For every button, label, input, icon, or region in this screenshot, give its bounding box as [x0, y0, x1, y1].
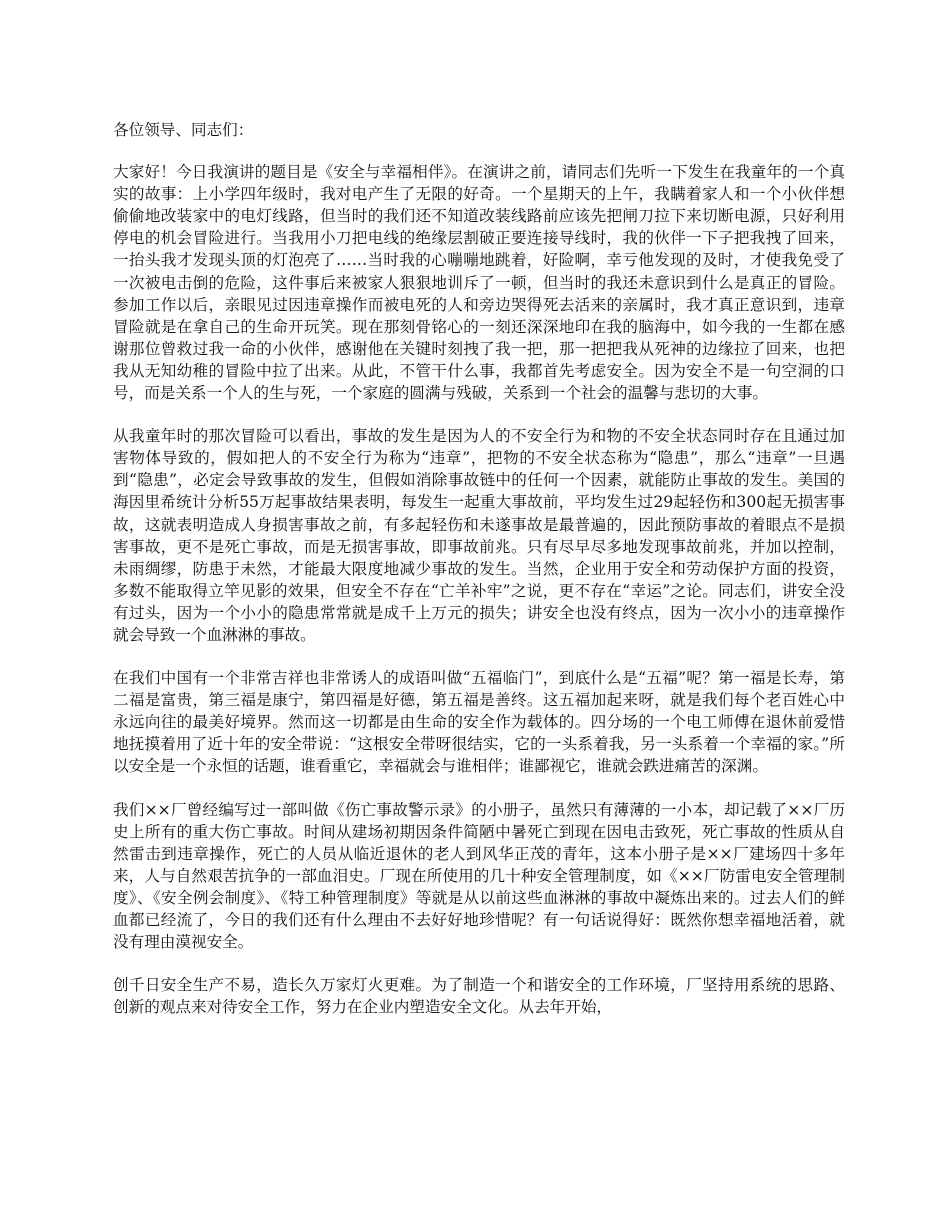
salutation: 各位领导、同志们： [113, 121, 254, 139]
paragraph-accident-causes: 从我童年时的那次冒险可以看出，事故的发生是因为人的不安全行为和物的不安全状态同时存在且通过加害物体导致的，假如把人的不安全行为称为“违章”，把物的不安全状态称为“隐患”，那么“违章”一旦遇到“隐患”，必定会导致事故的发生，但假如消除事故链中的任何一个因素，就能防止事故的发生。美国的海因里希统计分析55万起事故结果表明，每发生一起重大事故前，平均发生过29起轻伤和300起无损害事故，这就表明造成人身损害事故之前，有多起轻伤和未遂事故是最普遍的，因此预防事故的着眼点不是损害事故，更不是死亡事故，而是无损害事故，即事故前兆。只有尽早尽多地发现事故前兆，并加以控制，未雨绸缪，防患于未然，才能最大限度地减少事故的发生。当然，企业用于安全和劳动保护方面的投资，多数不能取得立竿见影的效果，但安全不存在“亡羊补牢”之说，更不存在“幸运”之论。同志们，讲安全没有过头，因为一个小小的隐患常常就是成千上万元的损失；讲安全也没有终点，因为一次小小的违章操作就会导致一个血淋淋的事故。 [113, 427, 845, 644]
document-body [113, 119, 845, 1039]
paragraph-childhood-story: 大家好！今日我演讲的题目是《安全与幸福相伴》。在演讲之前，请同志们先听一下发生在我童年的一个真实的故事：上小学四年级时，我对电产生了无限的好奇。一个星期天的上午，我瞒着家人和一个小伙伴想偷偷地改装家中的电灯线路，但当时的我们还不知道改装线路前应该先把闸刀拉下来切断电源，只好利用停电的机会冒险进行。当我用小刀把电线的绝缘层割破正要连接导线时，我的伙伴一下子把我拽了回来，一抬头我才发现头顶的灯泡亮了……当时我的心嘣嘣地跳着，好险啊，幸亏他发现的及时，才使我免受了一次被电击倒的危险，这件事后来被家人狠狠地训斥了一顿，但当时的我还未意识到什么是真正的冒险。参加工作以后，亲眼见过因违章操作而被电死的人和旁边哭得死去活来的亲属时，我才真正意识到，违章冒险就是在拿自己的生命开玩笑。现在那刻骨铭心的一刻还深深地印在我的脑海中，如今我的一生都在感谢那位曾救过我一命的小伙伴，感谢他在关键时刻拽了我一把，那一把把我从死神的边缘拉了回来，也把我从无知幼稚的冒险中拉了出来。从此，不管干什么事，我都首先考虑安全。因为安全不是一句空洞的口号，而是关系一个人的生与死，一个家庭的圆满与残破，关系到一个社会的温馨与悲切的大事。 [113, 163, 845, 403]
paragraph-accident-record: 我们××厂曾经编写过一部叫做《伤亡事故警示录》的小册子，虽然只有薄薄的一小本，却记载了××厂历史上所有的重大伤亡事故。时间从建场初期因条件简陋中暑死亡到现在因电击致死，死亡事故的性质从自然雷击到违章操作，死亡的人员从临近退休的老人到风华正茂的青年，这本小册子是××厂建场四十多年来，人与自然艰苦抗争的一部血泪史。厂现在所使用的几十种安全管理制度，如《××厂防雷电安全管理制度》、《安全例会制度》、《特工种管理制度》等就是从以前这些血淋淋的事故中凝炼出来的。过去人们的鲜血都已经流了，今日的我们还有什么理由不去好好地珍惜呢？有一句话说得好：既然你想幸福地活着，就没有理由漠视安全。 [113, 800, 845, 952]
paragraph-safety-culture: 创千日安全生产不易，造长久万家灯火更难。为了制造一个和谐安全的工作环境，厂坚持用系统的思路、创新的观点来对待安全工作，努力在企业内塑造安全文化。从去年开始， [113, 976, 845, 1017]
paragraph-five-blessings: 在我们中国有一个非常吉祥也非常诱人的成语叫做“五福临门”，到底什么是“五福”呢？第一福是长寿，第二福是富贵，第三福是康宁，第四福是好德，第五福是善终。这五福加起来呀，就是我们每个老百姓心中永远向往的最美好境界。然而这一切都是由生命的安全作为载体的。四分场的一个电工师傅在退休前爱惜地抚摸着用了近十年的安全带说：“这根安全带呀很结实，它的一头系着我，另一头系着一个幸福的家。”所以安全是一个永恒的话题，谁看重它，幸福就会与谁相伴；谁鄙视它，谁就会跌进痛苦的深渊。 [113, 669, 845, 776]
